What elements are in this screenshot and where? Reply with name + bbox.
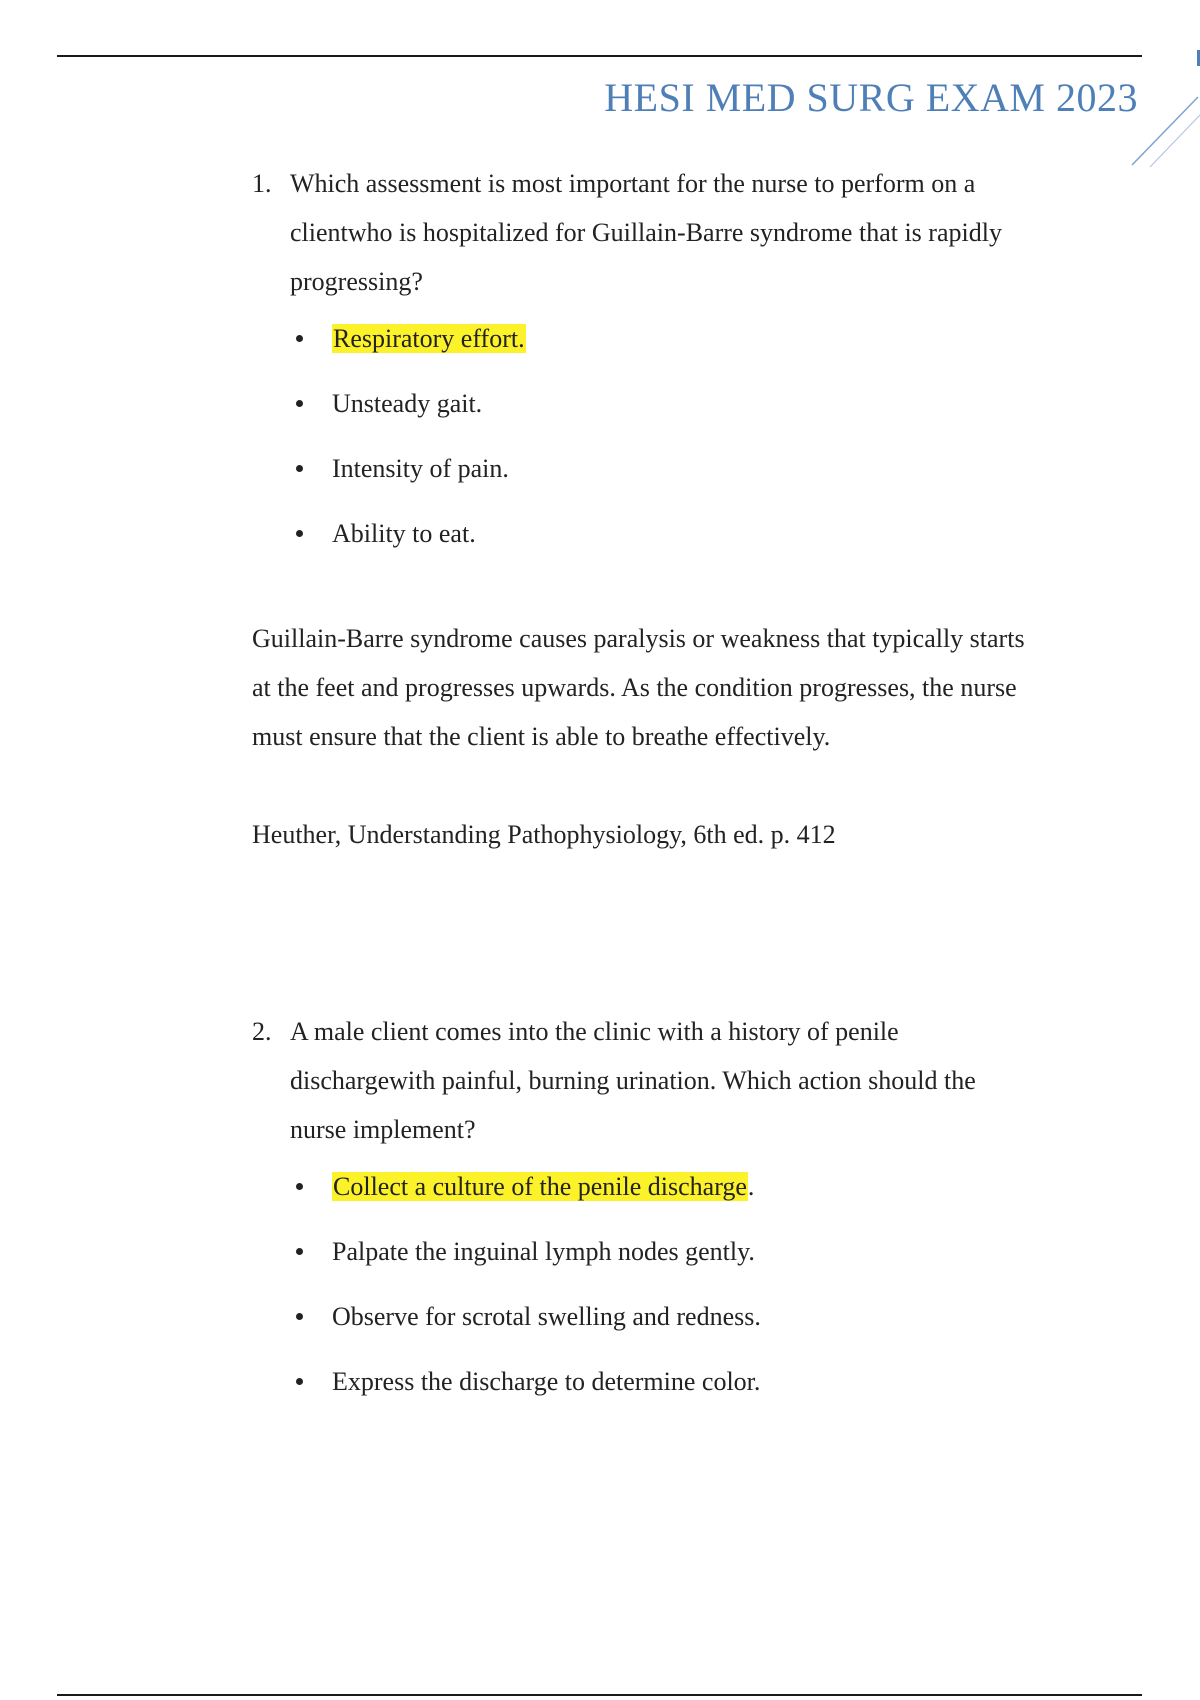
answer-option: [252, 1219, 1092, 1284]
question-line: Which assessment is most important for the nurse to perform on a: [290, 169, 976, 198]
answer-option: [252, 306, 1092, 371]
question-number: 2.: [252, 1017, 272, 1046]
bullet-icon: [296, 1378, 303, 1385]
question-1-text: [252, 159, 1092, 306]
answer-options: [252, 306, 1092, 566]
correct-answer-highlight: Collect a culture of the penile discharge: [333, 1172, 747, 1201]
corner-decoration-icon: [1130, 95, 1200, 170]
bullet-icon: [296, 530, 303, 537]
rationale-line: at the feet and progresses upwards. As the condition progresses, the nurse: [252, 673, 1017, 702]
option-text: Express the discharge to determine color.: [332, 1367, 761, 1396]
answer-option: [252, 1349, 1092, 1414]
question-1: [252, 159, 1092, 566]
bullet-icon: [296, 465, 303, 472]
answer-option: [252, 371, 1092, 436]
question-number: 1.: [252, 169, 272, 198]
question-1-reference: Heuther, Understanding Pathophysiology, 6th ed. p. 412: [252, 820, 836, 849]
rationale-line: Guillain-Barre syndrome causes paralysis or weakness that typically starts: [252, 624, 1025, 653]
option-text: Unsteady gait.: [332, 389, 483, 418]
question-line: nurse implement?: [290, 1115, 476, 1144]
rationale-line: must ensure that the client is able to breathe effectively.: [252, 722, 831, 751]
bullet-icon: [296, 400, 303, 407]
document-title: HESI MED SURG EXAM 2023: [604, 75, 1138, 120]
answer-option: [252, 436, 1092, 501]
answer-option: [252, 501, 1092, 566]
bullet-icon: [296, 1183, 303, 1190]
footer-rule: [57, 1694, 1142, 1696]
option-text: Intensity of pain.: [332, 454, 509, 483]
option-text: Observe for scrotal swelling and redness.: [332, 1302, 761, 1331]
bullet-icon: [296, 335, 303, 342]
question-line: A male client comes into the clinic with a history of penile: [290, 1017, 899, 1046]
option-text: Ability to eat.: [332, 519, 476, 548]
question-line: dischargewith painful, burning urination. Which action should the: [290, 1066, 976, 1095]
bullet-icon: [296, 1248, 303, 1255]
question-line: progressing?: [290, 267, 423, 296]
answer-option: [252, 1284, 1092, 1349]
question-1-rationale: [252, 614, 1112, 761]
question-line: clientwho is hospitalized for Guillain-Barre syndrome that is rapidly: [290, 218, 1002, 247]
option-text: .: [747, 1172, 755, 1201]
option-text: Palpate the inguinal lymph nodes gently.: [332, 1237, 755, 1266]
question-2-text: [252, 1007, 1092, 1154]
answer-options: [252, 1154, 1092, 1414]
question-2: [252, 1007, 1092, 1414]
header-rule: [57, 55, 1142, 57]
answer-option: [252, 1154, 1092, 1219]
bullet-icon: [296, 1313, 303, 1320]
correct-answer-highlight: Respiratory effort.: [333, 324, 525, 353]
